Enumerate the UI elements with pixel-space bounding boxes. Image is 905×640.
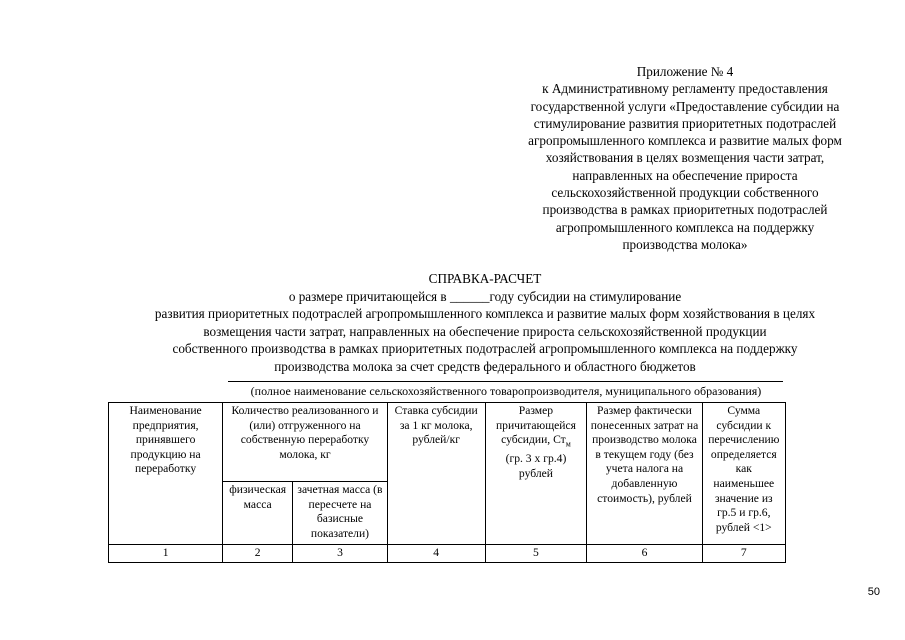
header-subsidy-size-subscript: м	[565, 439, 571, 449]
appendix-line: Приложение № 4	[636, 64, 734, 79]
producer-name-caption: (полное наименование сельскохозяйственного товаропроизводителя, муниципального образования)	[250, 384, 762, 398]
header-rate: Ставка субсидии за 1 кг молока, рублей/кг	[387, 403, 485, 545]
document-title	[90, 270, 880, 376]
column-number: 7	[702, 545, 785, 563]
header-actual-costs: Размер фактически понесенных затрат на производство молока в текущем году (без учета налога на добавленную стоимость), рублей	[587, 403, 702, 545]
column-number: 5	[485, 545, 587, 563]
header-enterprise: Наименование предприятия, принявшего продукцию на переработку	[109, 403, 223, 545]
title-heading: СПРАВКА-РАСЧЕТ	[428, 271, 542, 286]
header-physical-mass: физическая масса	[223, 482, 293, 545]
title-line: развития приоритетных подотраслей агропромышленного комплекса и развитие малых форм хозяйствования в целях	[154, 306, 816, 322]
appendix-line: сельскохозяйственной продукции собственного	[551, 185, 819, 201]
subsidy-table	[108, 402, 786, 563]
appendix-line: к Административному регламенту предоставления	[542, 81, 828, 97]
column-number: 1	[109, 545, 223, 563]
column-number: 6	[587, 545, 702, 563]
column-number: 2	[223, 545, 293, 563]
header-credit-mass: зачетная масса (в пересчете на базисные показатели)	[293, 482, 388, 545]
title-line: возмещения части затрат, направленных на обеспечение прироста сельскохозяйственной продукции	[203, 323, 767, 339]
appendix-line: производства молока»	[622, 236, 748, 252]
page-number: 50	[867, 586, 880, 598]
producer-name-line	[228, 381, 783, 382]
appendix-line: агропромышленного комплекса и развитие малых форм	[528, 133, 842, 149]
table-row	[109, 545, 786, 563]
appendix-line: хозяйствования в целях возмещения части затрат,	[545, 150, 825, 166]
header-subsidy-size-formula: (гр. 3 х гр.4) рублей	[505, 452, 567, 480]
title-line: производства молока за счет средств федерального и областного бюджетов	[274, 358, 696, 374]
header-subsidy-size-text: Размер причитающейся субсидии, Ст	[495, 404, 576, 447]
appendix-line: направленных на обеспечение прироста	[572, 167, 798, 183]
appendix-line: производства в рамках приоритетных подотраслей	[542, 202, 828, 218]
title-line: о размере причитающейся в ______году субсидии на стимулирование	[288, 288, 682, 304]
header-subsidy-size	[485, 403, 587, 545]
appendix-line: государственной услуги «Предоставление субсидии на	[530, 98, 840, 114]
appendix-header	[490, 63, 880, 253]
column-number: 3	[293, 545, 388, 563]
header-quantity: Количество реализованного и (или) отгруженного на собственную переработку молока, кг	[223, 403, 388, 482]
appendix-line: стимулирование развития приоритетных подотраслей	[533, 115, 837, 131]
table-header-row	[109, 403, 786, 482]
header-subsidy-sum: Сумма субсидии к перечислению определяется как наименьшее значение из гр.5 и гр.6, рублей <1>	[702, 403, 785, 545]
column-number: 4	[387, 545, 485, 563]
appendix-line: агропромышленного комплекса на поддержку	[555, 219, 815, 235]
title-line: собственного производства в рамках приоритетных подотраслей агропромышленного комплекса на поддержку	[172, 341, 798, 357]
